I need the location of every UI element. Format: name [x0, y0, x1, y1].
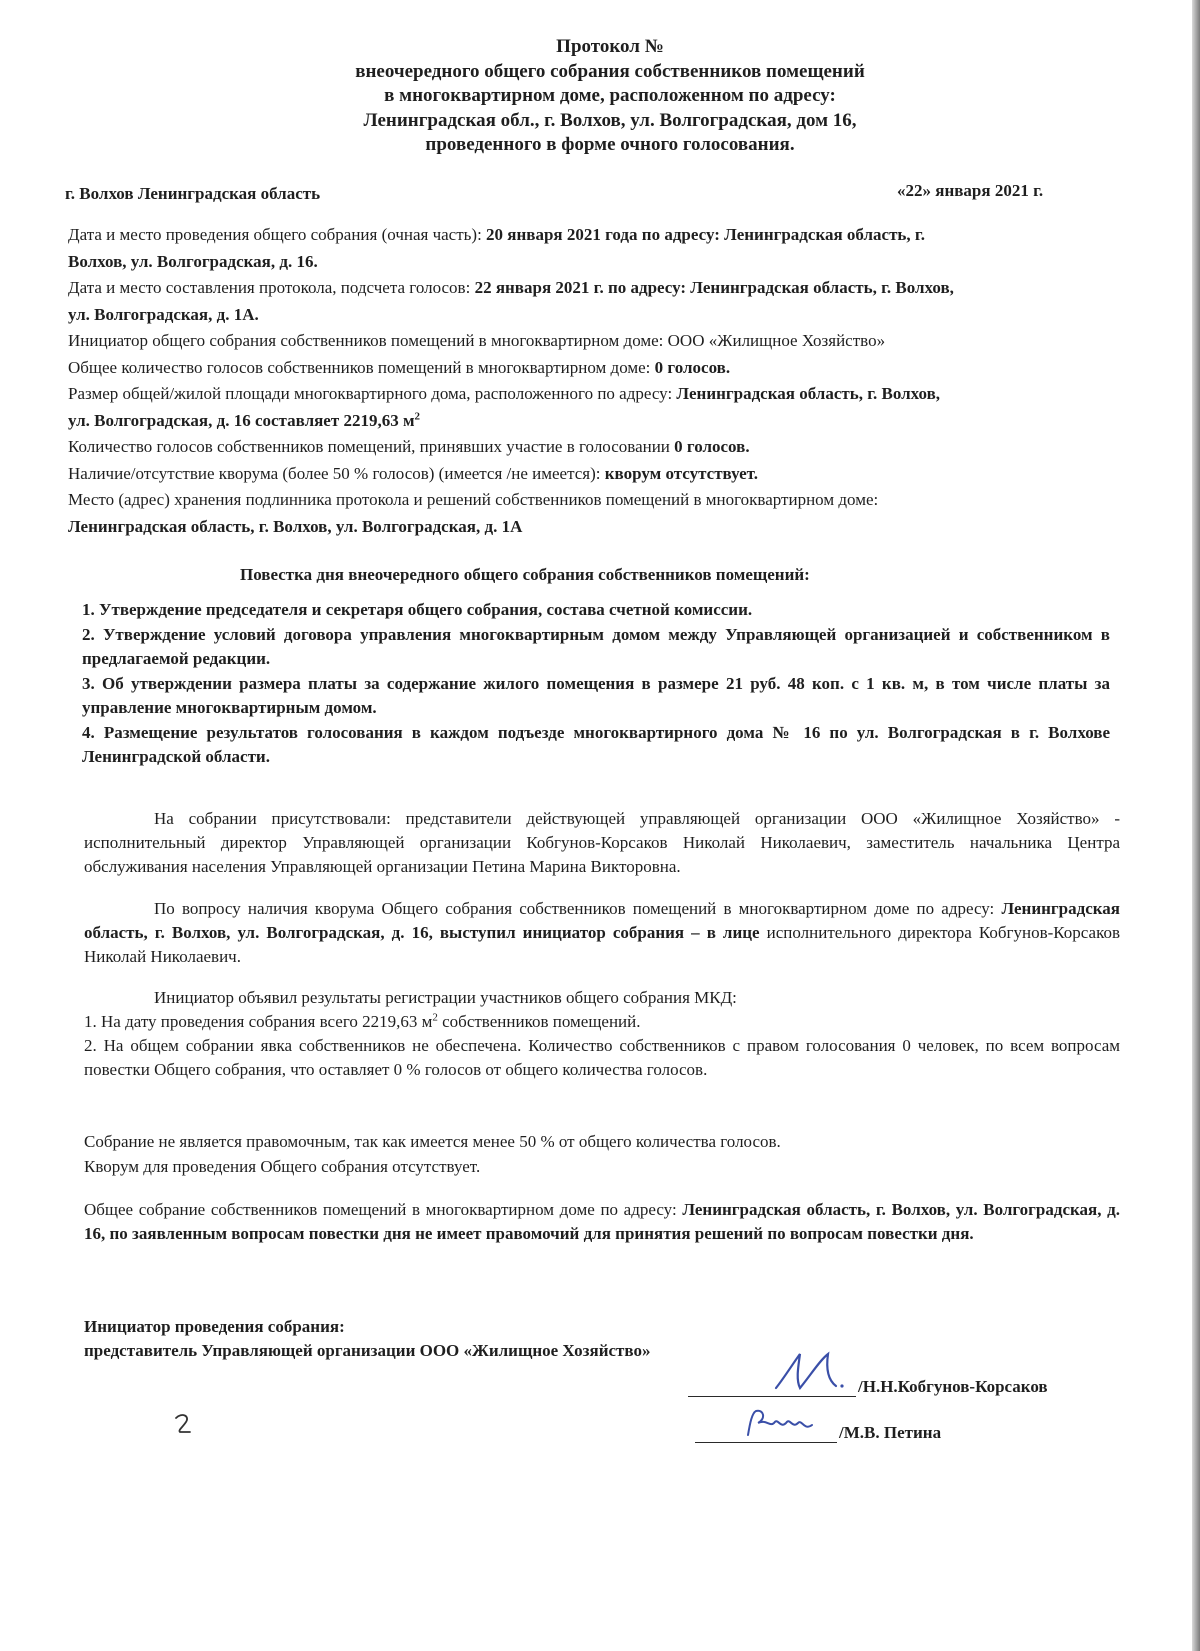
- quorum-line: Наличие/отсутствие кворума (более 50 % голосов) (имеется /не имеется): кворум отсутствует.: [68, 463, 758, 483]
- city-label: г. Волхов Ленинградская область: [65, 184, 321, 203]
- agenda-item: 4. Размещение результатов голосования в каждом подъезде многоквартирного дома № 16 по ул. Волгоградская в г. Волхове Ленинградской области.: [82, 722, 1110, 766]
- signature-block: [84, 1315, 650, 1363]
- attendance-paragraph: На собрании присутствовали: представители действующей управляющей организации ООО «Жилищное Хозяйство» - исполнительный директор Управляющей организации Кобгунов-Корсаков Николай Николаевич, заместитель начальника Центра обслуживания населения Управляющей организации Петина Марина Викторовна.: [84, 809, 1120, 876]
- handwritten-signature-1: [770, 1348, 860, 1400]
- registration-item-2: 2. На общем собрании явка собственников не обеспечена. Количество собственников с правом голосования 0 человек, по всем вопросам повестки Общего собрания, что оставляет 0 % голосов от общего количества голосов.: [84, 1036, 1120, 1079]
- signature-block-representative: представитель Управляющей организации ООО «Жилищное Хозяйство»: [84, 1341, 651, 1360]
- agenda-title: Повестка дня внеочередного общего собрания собственников помещений:: [240, 565, 810, 584]
- area-line: Размер общей/жилой площади многоквартирного дома, расположенного по адресу: Ленинградская область, г. Волхов,: [68, 384, 941, 403]
- storage-address: Ленинградская область, г. Волхов, ул. Волгоградская, д. 1А: [68, 516, 523, 536]
- signature-row-1: [688, 1377, 1048, 1397]
- document-header: [240, 35, 980, 158]
- signer-2-name: /М.В. Петина: [839, 1423, 942, 1442]
- total-votes-line: Общее количество голосов собственников помещений в многоквартирном доме: 0 голосов.: [68, 357, 731, 377]
- conclusion: [84, 1129, 781, 1179]
- protocol-date-line: Дата и место составления протокола, подсчета голосов: 22 января 2021 г. по адресу: Ленинградская область, г. Волхов,: [68, 278, 954, 297]
- quorum-question-paragraph: По вопросу наличия кворума Общего собрания собственников помещений в многоквартирном доме по адресу: Ленинградская область, г. Волхов, ул. Волгоградская, д. 16, выступил инициатор собрания – в лице исполнительного директора Кобгунов-Корсаков Николай Николаевич.: [84, 899, 1120, 966]
- document-date: «22» января 2021 г.: [897, 181, 1044, 200]
- scan-edge: [1192, 0, 1200, 1651]
- meeting-date-line-cont: Волхов, ул. Волгоградская, д. 16.: [68, 251, 318, 271]
- protocol-date-line-cont: ул. Волгоградская, д. 1А.: [68, 304, 259, 324]
- registration-intro: Инициатор объявил результаты регистрации участников общего собрания МКД:: [154, 988, 737, 1007]
- agenda-item: 3. Об утверждении размера платы за содержание жилого помещения в размере 21 руб. 48 коп. с 1 кв. м, в том числе платы за управление многоквартирным домом.: [82, 673, 1110, 717]
- protocol-title: Протокол №: [556, 36, 664, 57]
- agenda-item: 2. Утверждение условий договора управления многоквартирным домом между Управляющей организацией и собственником в предлагаемой редакции.: [82, 624, 1110, 668]
- registration-results: [84, 986, 1120, 1082]
- registration-item-1: 1. На дату проведения собрания всего 2219,63 $м^2$ собственников помещений.: [84, 1011, 641, 1031]
- storage-line: Место (адрес) хранения подлинника протокола и решений собственников помещений в многоквартирном доме:: [68, 490, 879, 509]
- pen-mark: [172, 1410, 196, 1436]
- area-line-cont: ул. Волгоградская, д. 16 составляет 2219,63 $м^2$: [68, 409, 421, 430]
- conclusion-line-2: Кворум для проведения Общего собрания отсутствует.: [84, 1157, 481, 1176]
- meeting-date-line: Дата и место проведения общего собрания (очная часть): 20 января 2021 года по адресу: Ленинградская область, г.: [68, 225, 925, 244]
- meeting-info: [68, 222, 1118, 540]
- conclusion-line-1: Собрание не является правомочным, так как имеется менее 50 % от общего количества голосов.: [84, 1132, 781, 1151]
- agenda-list: [82, 598, 1110, 770]
- signer-1-name: /Н.Н.Кобгунов-Корсаков: [858, 1377, 1048, 1396]
- header-line-5: проведенного в форме очного голосования.: [425, 134, 795, 155]
- signature-block-title: Инициатор проведения собрания:: [84, 1317, 345, 1336]
- final-paragraph: Общее собрание собственников помещений в многоквартирном доме по адресу: Ленинградская область, г. Волхов, ул. Волгоградская, д. 16, по заявленным вопросам повестки дня не имеет правомочий для принятия решений по вопросам повестки дня.: [84, 1200, 1120, 1243]
- header-line-3: в многоквартирном доме, расположенном по адресу:: [384, 85, 836, 106]
- initiator-line: Инициатор общего собрания собственников помещений в многоквартирном доме: ООО «Жилищное Хозяйство»: [68, 331, 886, 350]
- participants-line: Количество голосов собственников помещений, принявших участие в голосовании 0 голосов.: [68, 437, 750, 456]
- header-line-4: Ленинградская обл., г. Волхов, ул. Волгоградская, дом 16,: [363, 109, 857, 131]
- handwritten-signature-2: [742, 1405, 822, 1445]
- header-line-2: внеочередного общего собрания собственников помещений: [355, 60, 865, 82]
- agenda-item: 1. Утверждение председателя и секретаря общего собрания, состава счетной комиссии.: [82, 600, 753, 619]
